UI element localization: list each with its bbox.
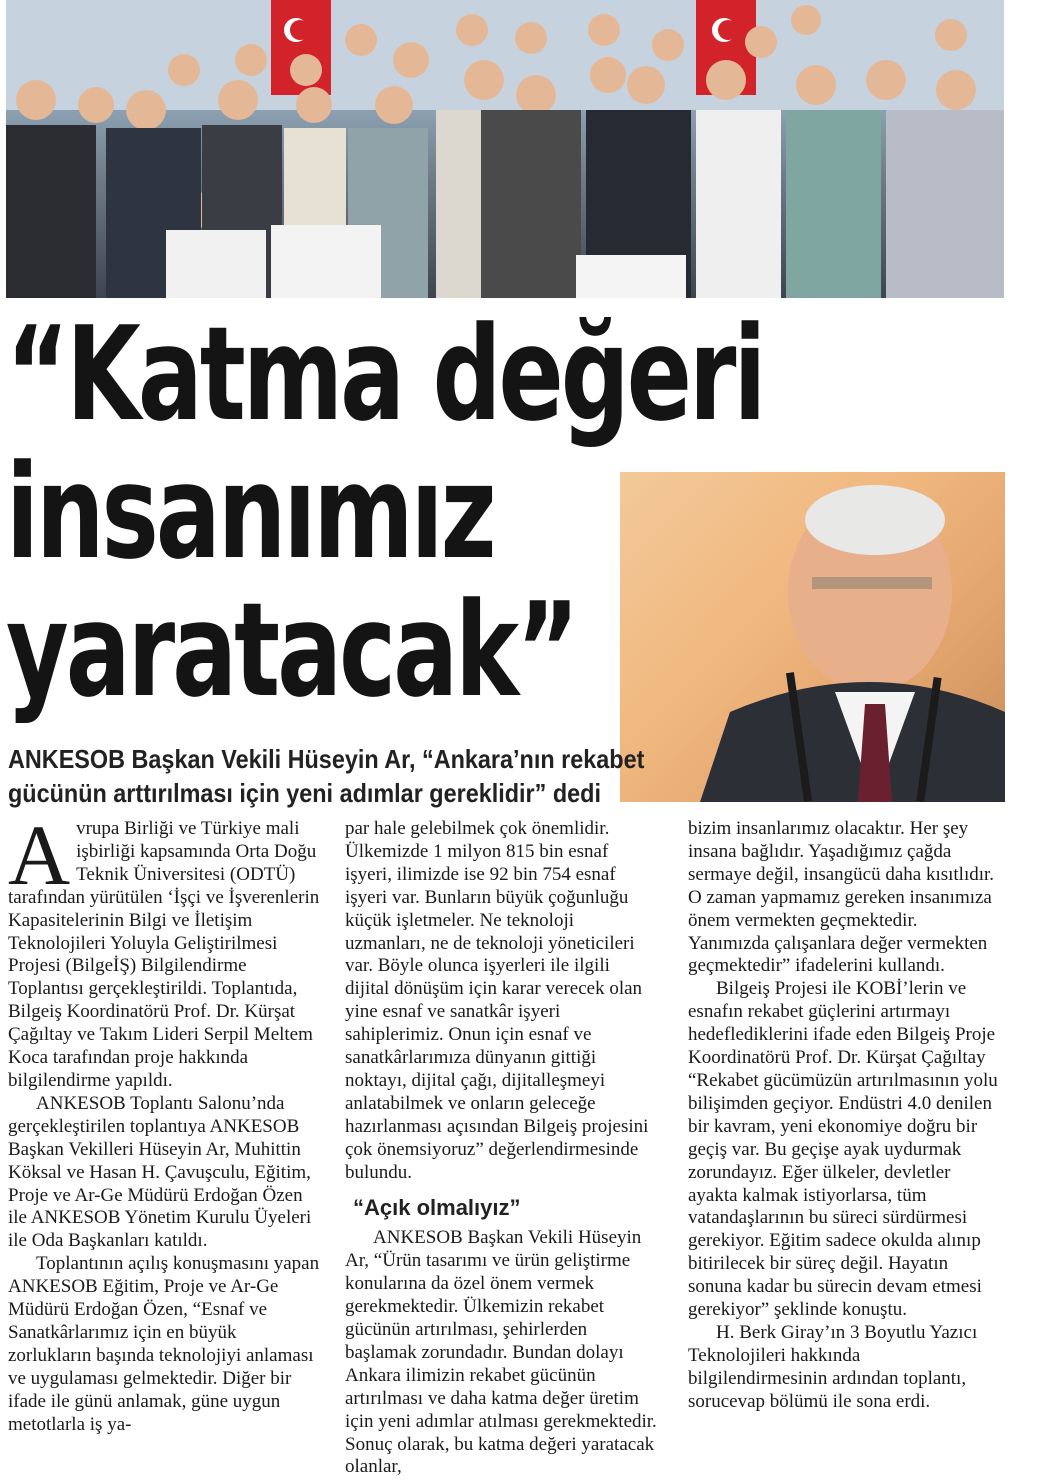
drop-cap: A — [8, 807, 71, 903]
paragraph-4: par hale gelebilmek çok önemlidir. Ülkemizde 1 milyon 815 bin esnaf işyeri, ilimizde ise 92 bin 754 esnaf işyeri var. Bunların büyük çoğunluğu küçük işletmeler. Ne teknoloji uzmanları, ne de teknoloji yöneticileri var. Böyle olunca işyerleri ile ilgili dijital dönüşüm için karar verecek olan yine esnaf ve sanatkâr işyeri sahiplerimiz. Onun için esnaf ve sanatkârlarımıza dünyanın gittiği noktayı, dijital çağı, dijitalleşmeyi anlatabilmek ve onların geleceğe hazırlanması açısından Bilgeiş projesini çok önemsiyoruz” değerlendirmesinde bulundu. — [345, 818, 649, 1183]
paragraph-7: Bilgeiş Projesi ile KOBİ’lerin ve esnafın rekabet güçlerini artırmayı hedeflediklerini ifade eden Bilgeiş Proje Koordinatörü Prof. Dr. Kürşat Çağıltay “Rekabet gücümüzün artırılmasının yolu bilişimden geçiyor. Endüstri 4.0 denilen bir kavram, yeni ekonomiye doğru bir geçiş var. Bu geçişe ayak uydurmak zorundayız. Eğer ülkeler, devletler ayakta kalmak istiyorlarsa, tüm vatandaşlarının bu süreci sürdürmesi gerekiyor. Eğitim sadece okulda alınıp bitirilecek bir süreç değil. Hayatın sonuna kadar bu sürecin devam etmesi gerekiyor” şeklinde konuştu. — [688, 978, 998, 1321]
headline-line-1: “Katma değeri — [6, 298, 764, 450]
paragraph-1 — [8, 807, 320, 1093]
paragraph-5: ANKESOB Başkan Vekili Hüseyin Ar, “Ürün tasarımı ve ürün geliştirme konularına da özel önem vermek gerekmektedir. Ülkemizin rekabet gücünün artırılması, şehirlerden başlamak zorundadır. Bundan dolayı Ankara ilimizin rekabet gücünün artırılması ve daha katma değer üretim için yeni adımlar atılması gerekmektedir. Sonuç olarak, bu katma değeri yaratacak olanlar, — [345, 1227, 657, 1478]
article-column-3 — [688, 818, 1000, 1414]
group-photo — [6, 0, 1004, 298]
paragraph-8: H. Berk Giray’ın 3 Boyutlu Yazıcı Teknolojileri hakkında bilgilendirmesinin ardından toplantı, sorucevap bölümü ile sona erdi. — [688, 1321, 978, 1412]
paragraph-6: bizim insanlarımız olacaktır. Her şey insana bağlıdır. Yaşadığımız çağda sermaye değil, insangücü daha kısıtlıdır. O zaman yapmamız gereken insanımıza önem vermekten geçmektedir. Yanımızda çalışanlara değer vermekten geçmektedir” ifadelerini kullandı. — [688, 818, 995, 977]
headline-line-2: insanımız — [6, 436, 494, 588]
article-column-2 — [345, 818, 657, 1479]
headline-line-3: yaratacak” — [6, 574, 577, 726]
speaker-photo — [620, 472, 1005, 802]
paragraph-2: ANKESOB Toplantı Salonu’nda gerçekleştirilen toplantıya ANKESOB Başkan Vekilleri Hüseyin Ar, Muhittin Köksal ve Hasan H. Çavuşculu, Eğitim, Proje ve Ar-Ge Müdürü Erdoğan Özen ile ANKESOB Yönetim Kurulu Üyeleri ile Oda Başkanları katıldı. — [8, 1092, 312, 1252]
section-subtitle: “Açık olmalıyız” — [353, 1194, 521, 1220]
subheadline — [8, 742, 656, 810]
speaker-photo-illustration — [620, 472, 1005, 802]
paragraph-3: Toplantının açılış konuşmasını yapan ANKESOB Eğitim, Proje ve Ar-Ge Müdürü Erdoğan Özen, “Esnaf ve Sanatkârlarımız için en büyük zorlukların başında teknolojiyi anlaması ve uygulaması gelmektedir. Diğer bir ifade ile günü anlamak, güne uygun metotlarla iş ya- — [8, 1253, 320, 1435]
group-photo-illustration — [6, 0, 1004, 298]
subheadline-line-1: ANKESOB Başkan Vekili Hüseyin Ar, “Ankara’nın rekabet — [8, 744, 645, 774]
paragraph-1-text: vrupa Birliği ve Türkiye mali işbirliği kapsamında Orta Doğu Teknik Üniversitesi (ODTÜ) tarafından yürütülen ‘İşçi ve İşverenlerin Kapasitelerinin Bilgi ve İletişim Teknolojileri Yoluyla Geliştirilmesi Projesi (BilgeİŞ) Bilgilendirme Toplantısı gerçekleştirildi. Toplantıda, Bilgeiş Koordinatörü Prof. Dr. Kürşat Çağıltay ve Takım Lideri Serpil Meltem Koca tarafından proje hakkında bilgilendirme yapıldı. — [8, 818, 320, 1091]
article-column-1 — [8, 807, 320, 1436]
subheadline-line-2: gücünün arttırılması için yeni adımlar gereklidir” dedi — [8, 778, 601, 808]
